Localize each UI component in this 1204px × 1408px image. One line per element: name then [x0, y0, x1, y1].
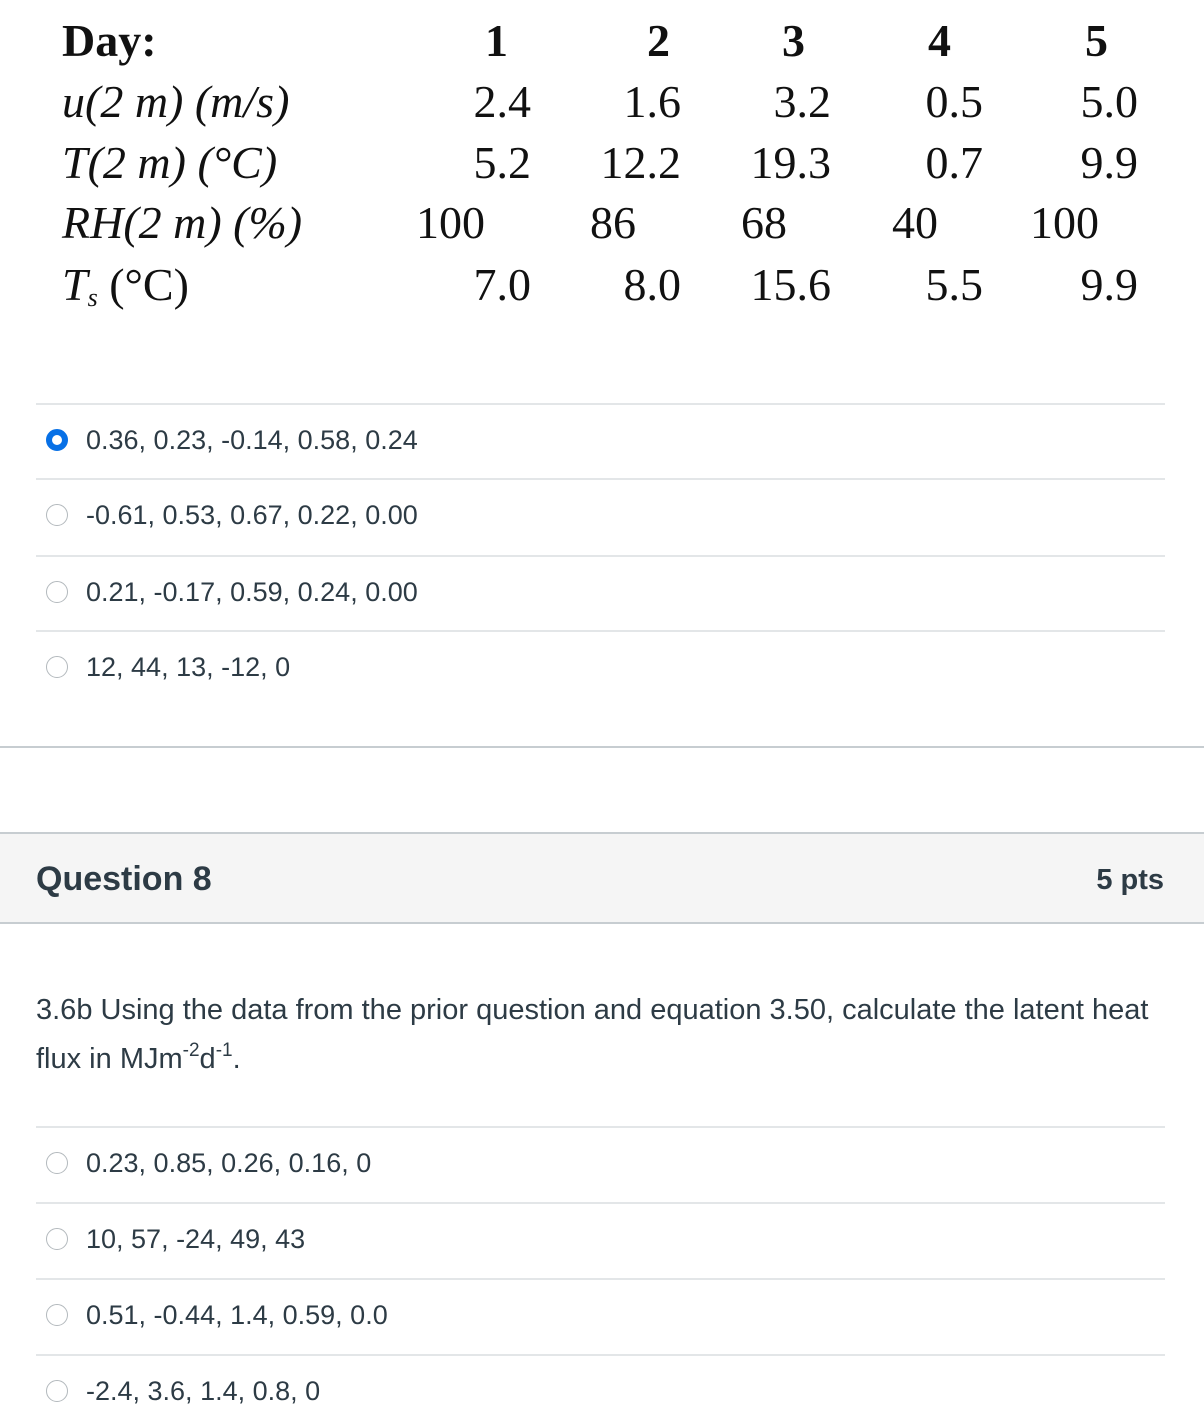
- question7-answer-list: [36, 403, 1165, 705]
- radio-selected-icon[interactable]: [46, 429, 68, 451]
- table-value: 3.2: [773, 76, 831, 127]
- answer-option[interactable]: [36, 630, 1165, 705]
- table-value: 9.9: [1080, 137, 1138, 188]
- answer-label: -2.4, 3.6, 1.4, 0.8, 0: [86, 1376, 321, 1406]
- table-value: 9.9: [1080, 259, 1138, 310]
- radio-icon[interactable]: [46, 656, 68, 678]
- table-value: 12.2: [600, 137, 681, 188]
- radio-icon[interactable]: [46, 581, 68, 603]
- row-label-temperature: T(2 m) (°C): [62, 137, 278, 188]
- answer-label: 0.23, 0.85, 0.26, 0.16, 0: [86, 1148, 372, 1178]
- day-header: 4: [928, 15, 951, 66]
- data-table-image: [0, 0, 1204, 330]
- row-label-humidity: RH(2 m) (%): [62, 197, 303, 248]
- table-value: 100: [1030, 197, 1099, 248]
- answer-label: 0.51, -0.44, 1.4, 0.59, 0.0: [86, 1300, 388, 1330]
- radio-icon[interactable]: [46, 1152, 68, 1174]
- radio-icon[interactable]: [46, 504, 68, 526]
- answer-label: 0.21, -0.17, 0.59, 0.24, 0.00: [86, 577, 418, 607]
- question8-answer-list: [36, 1126, 1165, 1408]
- table-value: 5.5: [925, 259, 983, 310]
- answer-option[interactable]: [36, 555, 1165, 630]
- answer-option[interactable]: [36, 1354, 1165, 1408]
- answer-label: 0.36, 0.23, -0.14, 0.58, 0.24: [86, 425, 418, 455]
- row-label-wind: u(2 m) (m/s): [62, 76, 290, 127]
- radio-icon[interactable]: [46, 1304, 68, 1326]
- answer-option[interactable]: [36, 1278, 1165, 1354]
- radio-icon[interactable]: [46, 1228, 68, 1250]
- question-header: [0, 832, 1204, 924]
- answer-option[interactable]: [36, 403, 1165, 478]
- table-value: 0.7: [925, 137, 983, 188]
- table-value: 100: [416, 197, 485, 248]
- table-value: 5.2: [473, 137, 531, 188]
- table-value: 15.6: [750, 259, 831, 310]
- question-title: Question 8: [36, 860, 212, 898]
- answer-option[interactable]: [36, 478, 1165, 555]
- question-text: 3.6b Using the data from the prior question and equation 3.50, calculate the latent heat flux in $MJm^{-2}d^{-1}$.: [36, 994, 1149, 1075]
- answer-option[interactable]: [36, 1202, 1165, 1278]
- table-value: 7.0: [473, 259, 531, 310]
- answer-label: 10, 57, -24, 49, 43: [86, 1224, 306, 1254]
- table-value: 8.0: [623, 259, 681, 310]
- table-value: 40: [892, 197, 938, 248]
- table-value: 19.3: [750, 137, 831, 188]
- table-value: 0.5: [925, 76, 983, 127]
- table-value: 5.0: [1080, 76, 1138, 127]
- answer-label: -0.61, 0.53, 0.67, 0.22, 0.00: [86, 500, 418, 530]
- table-value: 86: [590, 197, 636, 248]
- day-label: Day:: [62, 15, 157, 66]
- answer-label: 12, 44, 13, -12, 0: [86, 652, 291, 682]
- question-divider: [0, 746, 1204, 748]
- day-header: 1: [485, 15, 508, 66]
- question-points: 5 pts: [1096, 864, 1164, 896]
- day-header: 2: [647, 15, 670, 66]
- table-value: 1.6: [623, 76, 681, 127]
- answer-option[interactable]: [36, 1126, 1165, 1202]
- day-header: 5: [1085, 15, 1108, 66]
- radio-icon[interactable]: [46, 1380, 68, 1402]
- row-label-surface-temperature: $T_s$ (°C): [62, 259, 189, 312]
- table-value: 68: [741, 197, 787, 248]
- day-header: 3: [782, 15, 805, 66]
- table-value: 2.4: [473, 76, 531, 127]
